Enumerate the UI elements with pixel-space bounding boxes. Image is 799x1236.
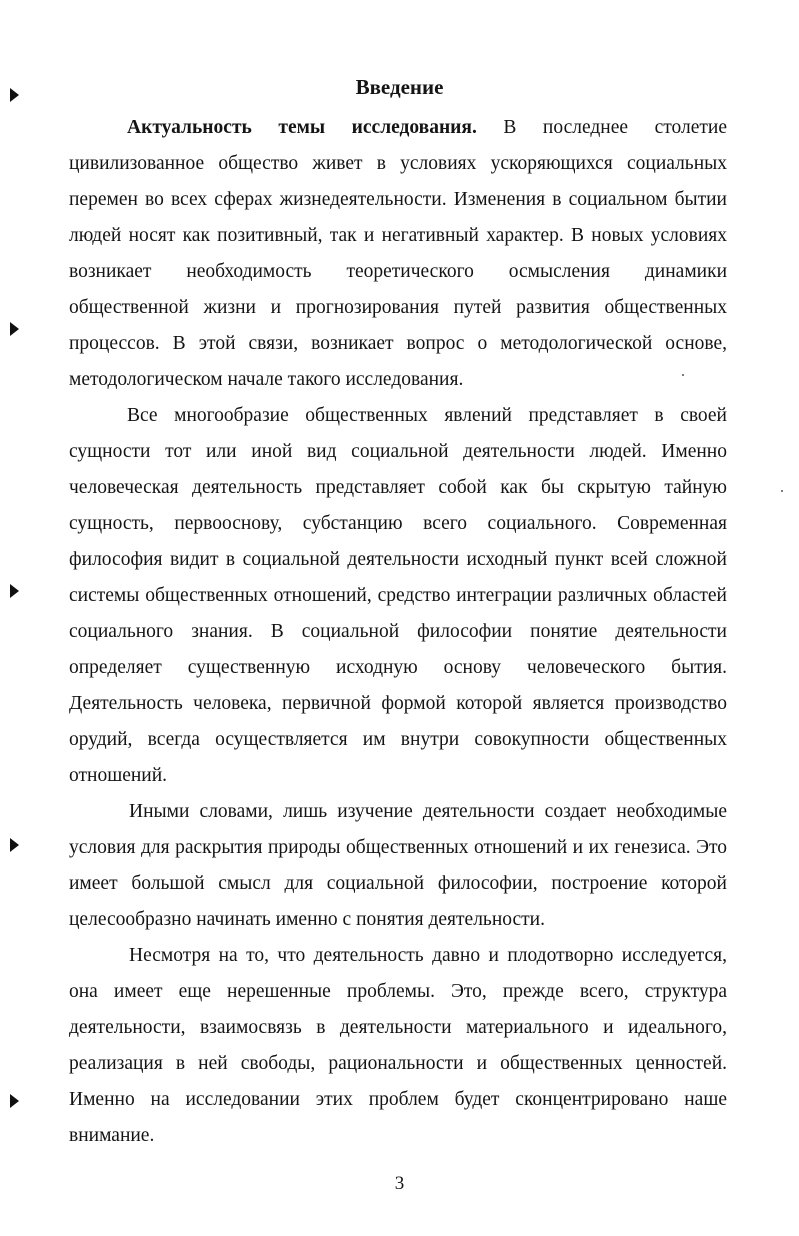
paragraph-problems: Несмотря на то, что деятельность давно и плодотворно исследуется, она имеет еще нерешенные проблемы. Это, прежде всего, структура деятельности, взаимосвязь в деятельности материального и идеального, реализация в ней свободы, рациональности и общественных ценностей. Именно на исследовании этих проблем будет сконцентрировано наше внимание. [69,945,727,1146]
paragraph-activity: Все многообразие общественных явлений представляет в своей сущности тот или иной вид социальной деятельности людей. Именно человеческая деятельность представляет собой как бы скрытую тайную сущность, первооснову, субстанцию всего социального. Современная философия видит в социальной деятельности исходный пункт всей сложной системы общественных отношений, средство интеграции различных областей социального знания. В социальной философии понятие деятельности определяет существенную исходную основу человеческого бытия. Деятельность человека, первичной формой которой является производство орудий, всегда осуществляется им внутри совокупности общественных отношений. [69,405,727,786]
margin-mark [10,1094,19,1108]
paragraph-relevance [69,110,727,398]
paragraph-study: Иными словами, лишь изучение деятельности создает необходимые условия для раскрытия природы общественных отношений и их генезиса. Это имеет большой смысл для социальной философии, построение которой целесообразно начинать именно с понятия деятельности. [69,801,727,930]
scan-speck [781,490,783,492]
margin-mark [10,322,19,336]
paragraph-lead: Актуальность темы исследования. [127,117,477,138]
margin-mark [10,584,19,598]
page-number: 3 [394,1173,405,1194]
paragraph-text: В последнее столетие цивилизованное общество живет в условиях ускоряющихся социальных перемен во всех сферах жизнедеятельности. Изменения в социальном бытии людей носят как позитивный, так и негативный характер. В новых условиях возникает необходимость теоретического осмысления динамики общественной жизни и прогнозирования путей развития общественных процессов. В этой связи, возникает вопрос о методологической основе, методологическом начале такого исследования. [69,117,727,390]
body-text [69,110,727,1154]
margin-mark [10,838,19,852]
page-title: Введение [355,75,444,99]
